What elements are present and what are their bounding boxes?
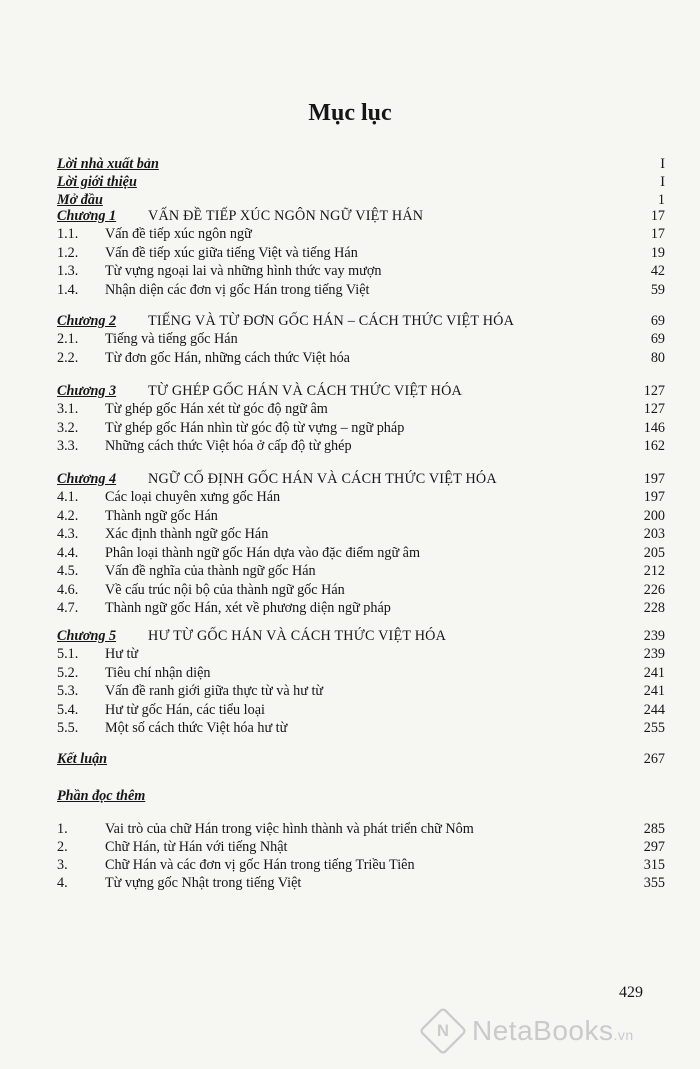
section-title: Tiêu chí nhận diện — [105, 664, 211, 681]
section-number: 5.3. — [57, 683, 79, 699]
toc-entry-section — [57, 562, 665, 580]
page-ref: 315 — [643, 857, 665, 873]
toc-entry-section — [57, 349, 665, 367]
page-number: 429 — [619, 984, 643, 1001]
page-ref: 200 — [643, 507, 665, 524]
chapter-heading — [57, 207, 665, 225]
toc-entry-reading — [57, 874, 665, 892]
reading-number: 3. — [57, 857, 68, 873]
section-number: 3.3. — [57, 438, 79, 454]
section-title: Các loại chuyên xưng gốc Hán — [105, 489, 281, 505]
toc-entry-section — [57, 419, 665, 437]
section-number: 5.5. — [57, 720, 79, 736]
section-title: Vấn đề nghĩa của thành ngữ gốc Hán — [105, 563, 316, 579]
section-number: 1.1. — [57, 226, 79, 242]
chapter-title: VẤN ĐỀ TIẾP XÚC NGÔN NGỮ VIỆT HÁN — [148, 208, 424, 224]
toc-entry-section — [57, 525, 665, 543]
chapter-title: TIẾNG VÀ TỪ ĐƠN GỐC HÁN – CÁCH THỨC VIỆT HÓA — [148, 313, 515, 329]
section-number: 4.2. — [57, 507, 79, 524]
watermark-text: NetaBooks — [472, 1015, 614, 1046]
netabooks-logo-icon: N — [419, 1007, 468, 1056]
page-ref: 19 — [650, 244, 665, 261]
toc-entry-section — [57, 581, 665, 599]
page-ref: 69 — [650, 313, 665, 329]
section-number: 1.2. — [57, 244, 79, 261]
reading-number: 1. — [57, 821, 68, 837]
section-title: Những cách thức Việt hóa ở cấp độ từ ghép — [105, 438, 352, 454]
page-ref: 255 — [643, 720, 665, 736]
reading-title: Vai trò của chữ Hán trong việc hình thành và phát triển chữ Nôm — [105, 821, 474, 837]
section-number: 2.2. — [57, 349, 79, 366]
section-number: 3.2. — [57, 419, 79, 436]
section-number: 1.3. — [57, 263, 79, 279]
page-ref: 162 — [643, 438, 665, 454]
page-ref: I — [660, 174, 665, 190]
section-title: Hư từ gốc Hán, các tiểu loại — [105, 701, 265, 718]
reading-number: 2. — [57, 839, 68, 855]
page-ref: 226 — [643, 581, 665, 598]
section-title: Vấn đề tiếp xúc ngôn ngữ — [105, 226, 252, 242]
section-title: Từ vựng ngoại lai và những hình thức vay mượn — [105, 263, 382, 279]
toc-entry-section — [57, 719, 665, 737]
page-ref: 205 — [643, 544, 665, 561]
toc-entry-reading — [57, 820, 665, 838]
toc-entry-section — [57, 701, 665, 719]
conclusion-entry — [57, 750, 665, 768]
section-title: Một số cách thức Việt hóa hư từ — [105, 720, 288, 736]
section-number: 3.1. — [57, 401, 79, 417]
reading-title: Chữ Hán và các đơn vị gốc Hán trong tiếng Triều Tiên — [105, 857, 415, 873]
toc-entry-front-matter — [57, 173, 665, 191]
page-ref: 228 — [643, 600, 665, 616]
chapter-label: Chương 5 — [57, 628, 117, 644]
further-reading-heading — [57, 787, 665, 805]
chapter-label: Chương 1 — [57, 208, 117, 224]
section-title: Về cấu trúc nội bộ của thành ngữ gốc Hán — [105, 581, 345, 598]
toc-entry-reading — [57, 856, 665, 874]
page-ref: 267 — [643, 751, 665, 767]
toc-entry-section — [57, 507, 665, 525]
toc-entry-section — [57, 664, 665, 682]
toc-entry-section — [57, 645, 665, 663]
toc-entry-section — [57, 544, 665, 562]
toc-entry-reading — [57, 838, 665, 856]
chapter-label: Chương 4 — [57, 471, 117, 487]
page-ref: 17 — [650, 208, 665, 224]
section-title: Phân loại thành ngữ gốc Hán dựa vào đặc điểm ngữ âm — [105, 544, 421, 561]
chapter-title: NGỮ CỐ ĐỊNH GỐC HÁN VÀ CÁCH THỨC VIỆT HÓA — [148, 471, 497, 487]
toc-entry-section — [57, 225, 665, 243]
toc-entry-section — [57, 400, 665, 418]
toc-entry-section — [57, 262, 665, 280]
section-title: Từ ghép gốc Hán nhìn từ góc độ từ vựng – ngữ pháp — [105, 419, 405, 436]
section-number: 4.1. — [57, 489, 79, 505]
page-ref: I — [660, 156, 665, 172]
reading-number: 4. — [57, 875, 68, 891]
section-title: Tiếng và tiếng gốc Hán — [105, 331, 238, 347]
reading-title: Chữ Hán, từ Hán với tiếng Nhật — [105, 839, 288, 855]
page-ref: 17 — [650, 226, 665, 242]
toc-entry-section — [57, 330, 665, 348]
toc-entry-section — [57, 599, 665, 617]
page-ref: 80 — [650, 349, 665, 366]
netabooks-watermark — [420, 1008, 634, 1054]
further-reading-label: Phần đọc thêm — [57, 788, 146, 804]
page-ref: 355 — [643, 875, 665, 891]
section-title: Từ đơn gốc Hán, những cách thức Việt hóa — [105, 349, 350, 366]
section-title: Vấn đề ranh giới giữa thực từ và hư từ — [105, 683, 324, 699]
watermark-suffix: .vn — [613, 1027, 634, 1043]
page-ref: 127 — [643, 401, 665, 417]
page-ref: 241 — [643, 664, 665, 681]
page-ref: 241 — [643, 683, 665, 699]
toc-entry-section — [57, 682, 665, 700]
chapter-title: HƯ TỪ GỐC HÁN VÀ CÁCH THỨC VIỆT HÓA — [148, 628, 447, 644]
page-ref: 239 — [643, 646, 665, 662]
section-number: 5.1. — [57, 646, 79, 662]
page-ref: 1 — [657, 192, 665, 208]
section-number: 4.4. — [57, 544, 79, 561]
page-ref: 297 — [643, 839, 665, 855]
page-title: Mục lục — [308, 100, 392, 126]
section-title: Thành ngữ gốc Hán, xét về phương diện ngữ pháp — [105, 600, 391, 616]
section-number: 4.6. — [57, 581, 79, 598]
section-number: 1.4. — [57, 281, 79, 298]
chapter-heading — [57, 627, 665, 645]
section-title: Xác định thành ngữ gốc Hán — [105, 526, 269, 542]
page-ref: 285 — [643, 821, 665, 837]
toc-entry-section — [57, 488, 665, 506]
page-ref: 203 — [643, 526, 665, 542]
section-number: 2.1. — [57, 331, 79, 347]
page-ref: 42 — [650, 263, 665, 279]
page-ref: 197 — [643, 471, 665, 487]
page-ref: 146 — [643, 419, 665, 436]
page-ref: 239 — [643, 628, 665, 644]
section-number: 4.7. — [57, 600, 79, 616]
page-ref: 212 — [643, 563, 665, 579]
toc-entry-section — [57, 281, 665, 299]
chapter-heading — [57, 470, 665, 488]
page-ref: 244 — [643, 701, 665, 718]
toc-entry-section — [57, 437, 665, 455]
section-number: 4.5. — [57, 563, 79, 579]
page-ref: 127 — [643, 383, 665, 399]
chapter-label: Chương 3 — [57, 383, 117, 399]
page-ref: 69 — [650, 331, 665, 347]
section-title: Vấn đề tiếp xúc giữa tiếng Việt và tiếng Hán — [105, 244, 358, 261]
chapter-title: TỪ GHÉP GỐC HÁN VÀ CÁCH THỨC VIỆT HÓA — [148, 383, 462, 399]
section-number: 5.2. — [57, 664, 79, 681]
conclusion-label: Kết luận — [57, 751, 108, 767]
section-number: 5.4. — [57, 701, 79, 718]
front-matter-label: Lời nhà xuất bản — [57, 156, 159, 172]
toc-entry-section — [57, 244, 665, 262]
section-title: Từ ghép gốc Hán xét từ góc độ ngữ âm — [105, 401, 328, 417]
section-number: 4.3. — [57, 526, 79, 542]
chapter-heading — [57, 382, 665, 400]
front-matter-label: Lời giới thiệu — [57, 174, 137, 190]
page-ref: 59 — [650, 281, 665, 298]
reading-title: Từ vựng gốc Nhật trong tiếng Việt — [105, 875, 302, 891]
chapter-heading — [57, 312, 665, 330]
toc-entry-front-matter — [57, 155, 665, 173]
section-title: Thành ngữ gốc Hán — [105, 507, 218, 524]
page-ref: 197 — [643, 489, 665, 505]
chapter-label: Chương 2 — [57, 313, 117, 329]
section-title: Hư từ — [105, 646, 139, 662]
front-matter-label: Mở đầu — [57, 192, 103, 208]
section-title: Nhận diện các đơn vị gốc Hán trong tiếng Việt — [105, 281, 370, 298]
